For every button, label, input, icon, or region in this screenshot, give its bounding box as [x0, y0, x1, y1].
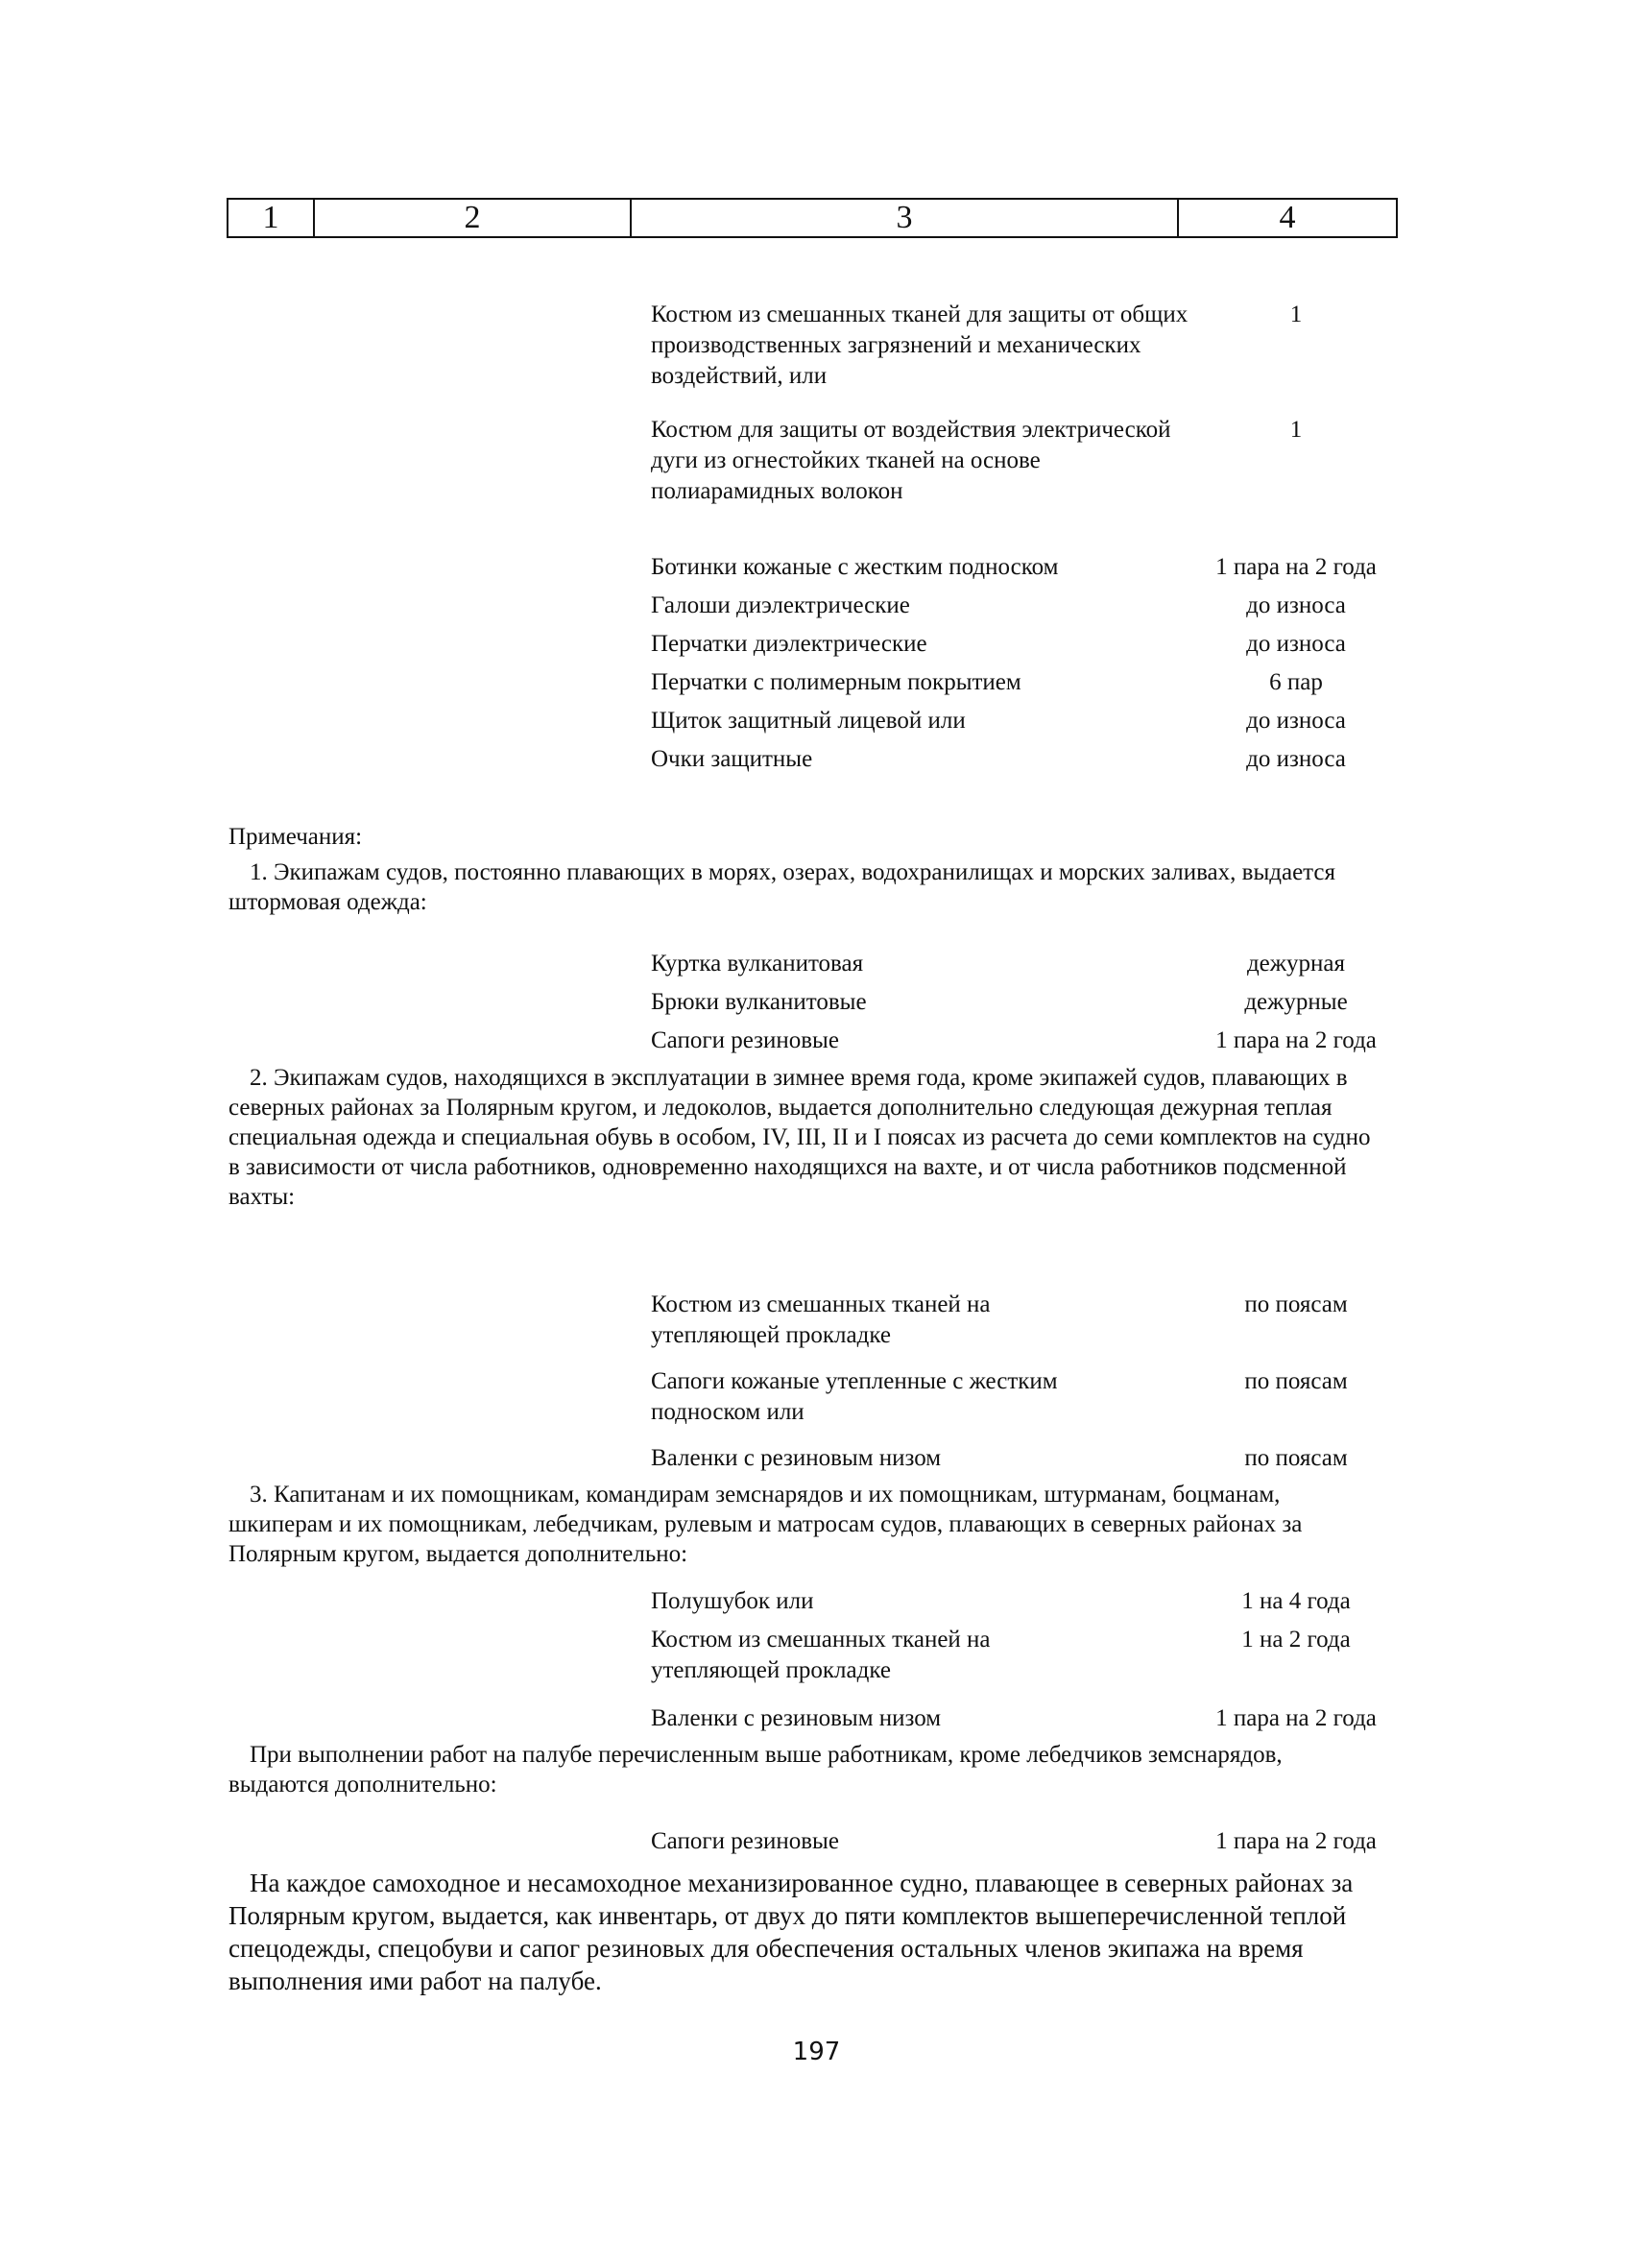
notes-title: Примечания:	[228, 824, 363, 850]
item-name: Костюм из смешанных тканей для защиты от общих производственных загрязнений и механических воздействий, или	[651, 302, 1189, 389]
item-name: Очки защитные	[651, 746, 813, 772]
item-name: Сапоги резиновые	[651, 1828, 839, 1854]
item-name: Валенки с резиновым низом	[651, 1705, 942, 1731]
table-header-row	[227, 198, 1398, 238]
item-quantity: 1 пара на 2 года	[1215, 1705, 1377, 1731]
column-header-4: 4	[1279, 200, 1296, 235]
page-number: 197	[792, 2038, 841, 2066]
final-paragraph: На каждое самоходное и несамоходное механизированное судно, плавающее в северных районах за Полярным кругом, выдается, как инвентарь, от двух до пяти комплектов вышеперечисленной теплой спецодежды, спецобуви и сапог резиновых для обеспечения остальных членов экипажа на время выполнения ими работ на палубе.	[228, 1869, 1354, 1995]
item-quantity: по поясам	[1244, 1445, 1348, 1471]
item-quantity: 1	[1289, 417, 1303, 443]
item-quantity: 1	[1289, 302, 1303, 327]
item-quantity: до износа	[1246, 708, 1346, 734]
item-quantity: 1 пара на 2 года	[1215, 554, 1377, 580]
item-quantity: до износа	[1246, 746, 1346, 772]
item-name: Галоши диэлектрические	[651, 592, 910, 618]
item-quantity: 1 на 4 года	[1241, 1588, 1351, 1614]
item-name: Куртка вулканитовая	[651, 951, 864, 977]
item-quantity: по поясам	[1244, 1368, 1348, 1394]
item-quantity: по поясам	[1244, 1291, 1348, 1317]
item-name: Сапоги резиновые	[651, 1027, 839, 1053]
item-quantity: дежурная	[1246, 951, 1346, 977]
item-name: Перчатки диэлектрические	[651, 631, 927, 657]
item-quantity: до износа	[1246, 592, 1346, 618]
item-name: Полушубок или	[651, 1588, 814, 1614]
note-paragraph: 1. Экипажам судов, постоянно плавающих в морях, озерах, водохранилищах и морских заливах, выдается штормовая одежда:	[228, 859, 1335, 915]
item-name: Костюм для защиты от воздействия электрической дуги из огнестойких тканей на основе полиарамидных волокон	[651, 417, 1171, 504]
note-paragraph: При выполнении работ на палубе перечисленным выше работникам, кроме лебедчиков земснарядов, выдаются дополнительно:	[228, 1742, 1283, 1798]
item-name: Щиток защитный лицевой или	[651, 708, 966, 734]
item-quantity: дежурные	[1244, 989, 1348, 1015]
item-quantity: 1 на 2 года	[1241, 1627, 1351, 1653]
item-name: Перчатки с полимерным покрытием	[651, 669, 1021, 695]
column-header-2: 2	[315, 200, 632, 236]
note-paragraph: 2. Экипажам судов, находящихся в эксплуатации в зимнее время года, кроме экипажей судов, плавающих в северных районах за Полярным кругом, и ледоколов, выдается дополнительно следующая дежурная теплая специальная одежда и специальная обувь в особом, IV, III, II и I поясах из расчета до семи комплектов на судно в зависимости от числа работников, одновременно находящихся на вахте, и от числа работников подсменной вахты:	[228, 1065, 1371, 1210]
item-quantity: 1 пара на 2 года	[1215, 1828, 1377, 1854]
item-name: Валенки с резиновым низом	[651, 1445, 942, 1471]
column-header-1: 1	[228, 200, 315, 236]
item-name: Сапоги кожаные утепленные с жестким подноском или	[651, 1368, 1058, 1425]
item-quantity: 1 пара на 2 года	[1215, 1027, 1377, 1053]
item-name: Ботинки кожаные с жестким подноском	[651, 554, 1059, 580]
item-name: Брюки вулканитовые	[651, 989, 867, 1015]
item-quantity: до износа	[1246, 631, 1346, 657]
column-header-3: 3	[632, 200, 1179, 236]
item-quantity: 6 пар	[1269, 669, 1323, 695]
item-name: Костюм из смешанных тканей на утепляющей прокладке	[651, 1627, 991, 1683]
note-paragraph: 3. Капитанам и их помощникам, командирам земснарядов и их помощникам, штурманам, боцманам, шкиперам и их помощникам, лебедчикам, рулевым и матросам судов, плавающих в северных районах за Полярным кругом, выдается дополнительно:	[228, 1482, 1303, 1567]
item-name: Костюм из смешанных тканей на утепляющей прокладке	[651, 1291, 991, 1348]
